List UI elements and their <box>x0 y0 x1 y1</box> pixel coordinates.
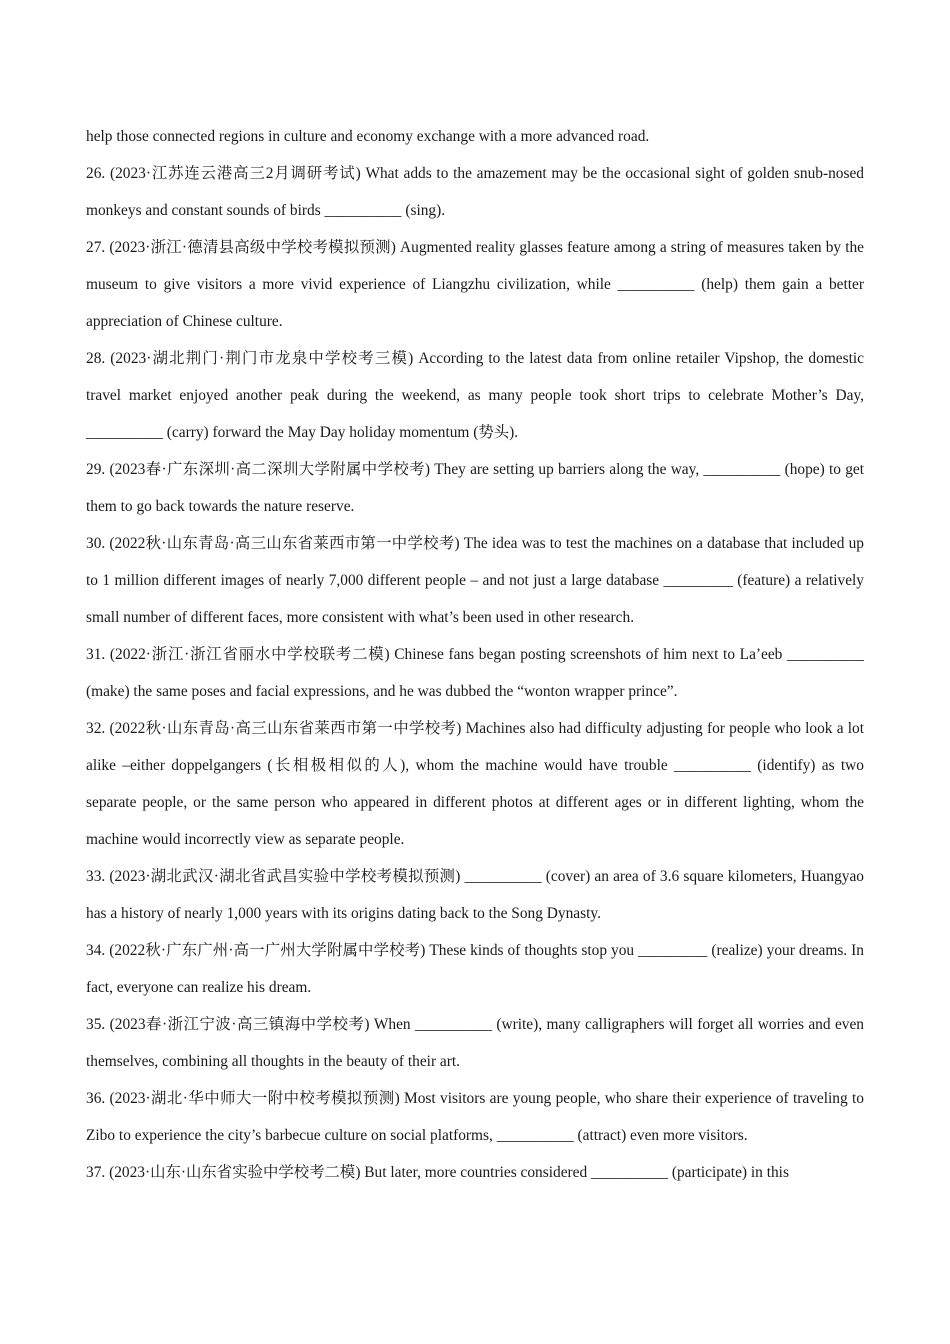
question-32: 32. (2022秋·山东青岛·高三山东省莱西市第一中学校考) Machines also had difficulty adjusting for people who look a lot alike –either doppelgangers (长相极相似的人), whom the machine would have trouble __________ (identify) as two separate people, or the same person who appeared in different photos at different ages or in different lighting, whom the machine would incorrectly view as separate people. <box>86 720 864 848</box>
question-31: 31. (2022·浙江·浙江省丽水中学校联考二模) Chinese fans began posting screenshots of him next to La’eeb __________ (make) the same poses and facial expressions, and he was dubbed the “wonton wrapper prince”. <box>86 646 864 700</box>
question-37: 37. (2023·山东·山东省实验中学校考二模) But later, more countries considered __________ (participate) in this <box>86 1164 789 1181</box>
document-page <box>86 118 864 1191</box>
question-28: 28. (2023·湖北荆门·荆门市龙泉中学校考三模) According to the latest data from online retailer Vipshop, the domestic travel market enjoyed another peak during the weekend, as many people took short trips to celebrate Mother’s Day, __________ (carry) forward the May Day holiday momentum (势头). <box>86 350 864 441</box>
question-36: 36. (2023·湖北·华中师大一附中校考模拟预测) Most visitors are young people, who share their experience of traveling to Zibo to experience the city’s barbecue culture on social platforms, __________ (attract) even more visitors. <box>86 1090 864 1144</box>
question-26: 26. (2023·江苏连云港高三2月调研考试) What adds to the amazement may be the occasional sight of golden snub-nosed monkeys and constant sounds of birds __________ (sing). <box>86 165 864 219</box>
question-35: 35. (2023春·浙江宁波·高三镇海中学校考) When __________ (write), many calligraphers will forget all worries and even themselves, combining all thoughts in the beauty of their art. <box>86 1016 864 1070</box>
paragraph-continuation: help those connected regions in culture and economy exchange with a more advanced road. <box>86 128 650 145</box>
question-30: 30. (2022秋·山东青岛·高三山东省莱西市第一中学校考) The idea was to test the machines on a database that included up to 1 million different images of nearly 7,000 different people – and not just a large database _________ (feature) a relatively small number of different faces, more consistent with what’s been used in other research. <box>86 535 864 626</box>
question-27: 27. (2023·浙江·德清县高级中学校考模拟预测) Augmented reality glasses feature among a string of measures taken by the museum to give visitors a more vivid experience of Liangzhu civilization, while __________ (help) them gain a better appreciation of Chinese culture. <box>86 239 864 330</box>
question-29: 29. (2023春·广东深圳·高二深圳大学附属中学校考) They are setting up barriers along the way, __________ (hope) to get them to go back towards the nature reserve. <box>86 461 864 515</box>
question-33: 33. (2023·湖北武汉·湖北省武昌实验中学校考模拟预测) __________ (cover) an area of 3.6 square kilometers, Huangyao has a history of nearly 1,000 years with its origins dating back to the Song Dynasty. <box>86 868 864 922</box>
question-34: 34. (2022秋·广东广州·高一广州大学附属中学校考) These kinds of thoughts stop you _________ (realize) your dreams. In fact, everyone can realize his dream. <box>86 942 864 996</box>
